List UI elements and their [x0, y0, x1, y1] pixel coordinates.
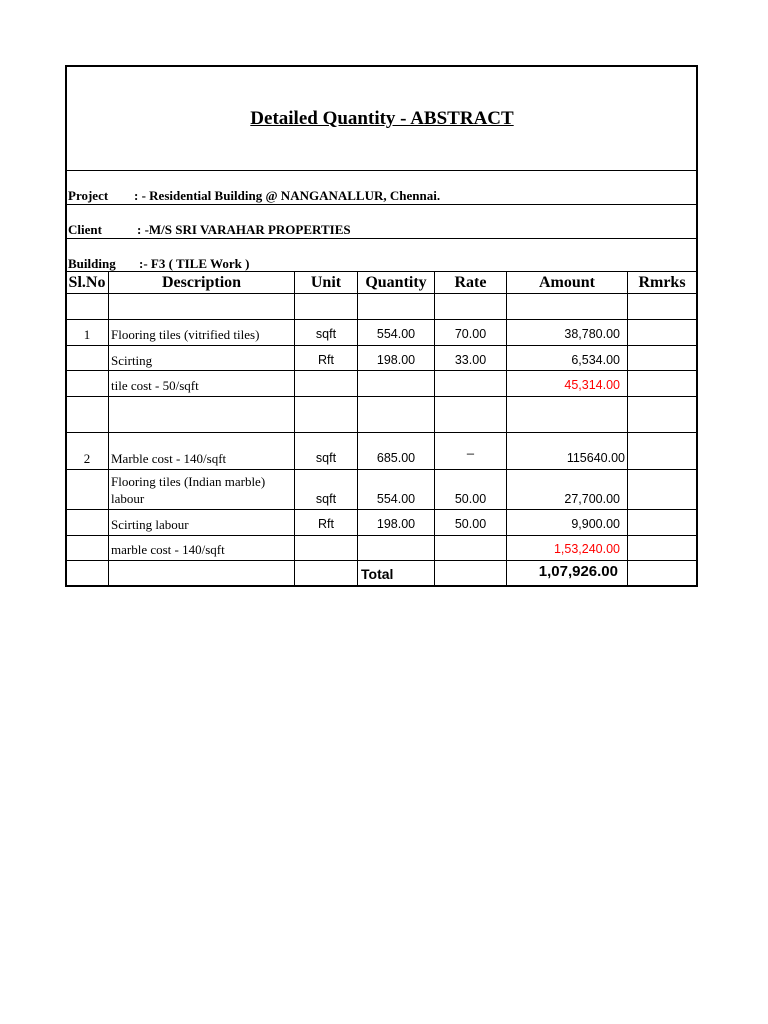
col-header-amount: Amount	[538, 274, 595, 291]
rule-row	[65, 469, 698, 470]
frame-left-border	[65, 65, 67, 586]
row-6-unit: Rft	[318, 517, 334, 531]
col-divider	[294, 271, 295, 586]
row-5-quantity: 554.00	[376, 492, 416, 506]
row-5-description-line2: labour	[111, 491, 145, 506]
rule-under-client	[65, 238, 698, 239]
project-label: Project	[68, 188, 109, 203]
row-6-description: Scirting labour	[111, 517, 189, 532]
col-divider	[108, 271, 109, 586]
row-6-rate: 50.00	[454, 517, 487, 531]
row-4-rate: _	[467, 441, 474, 455]
rule-row	[65, 432, 698, 433]
rule-under-project	[65, 204, 698, 205]
project-value: : - Residential Building @ NANGANALLUR, Chennai.	[134, 188, 441, 203]
col-divider	[627, 271, 628, 586]
client-label: Client	[68, 222, 102, 237]
rule-row	[65, 560, 698, 561]
rule-under-building	[65, 271, 698, 272]
rule-row	[65, 345, 698, 346]
col-header-description: Description	[161, 274, 242, 291]
row-2-rate: 33.00	[454, 353, 487, 367]
row-4-quantity: 685.00	[376, 451, 416, 465]
col-divider	[357, 271, 358, 586]
row-1-slno: 1	[83, 327, 91, 342]
row-5-description-line1: Flooring tiles (Indian marble)	[111, 474, 266, 489]
row-5-unit: sqft	[315, 492, 337, 506]
col-header-quantity: Quantity	[365, 274, 427, 291]
row-6-quantity: 198.00	[376, 517, 416, 531]
col-header-slno: Sl.No	[68, 274, 106, 291]
rule-table-bottom	[65, 585, 698, 587]
total-amount: 1,07,926.00	[538, 563, 618, 580]
col-divider	[506, 271, 507, 586]
row-3-amount: 45,314.00	[564, 378, 620, 392]
rule-under-title	[65, 170, 698, 171]
rule-row	[65, 509, 698, 510]
row-4-description: Marble cost - 140/sqft	[111, 451, 227, 466]
row-7-amount: 1,53,240.00	[553, 542, 620, 556]
col-divider	[434, 271, 435, 586]
document-title: Detailed Quantity - ABSTRACT	[250, 108, 514, 129]
row-4-amount: 115640.00	[566, 451, 625, 465]
col-header-remarks: Rmrks	[638, 274, 686, 291]
rule-row	[65, 319, 698, 320]
rule-row	[65, 370, 698, 371]
building-value: :- F3 ( TILE Work )	[139, 256, 250, 271]
row-2-quantity: 198.00	[376, 353, 416, 367]
row-2-description: Scirting	[111, 353, 153, 368]
row-1-quantity: 554.00	[376, 327, 416, 341]
total-label: Total	[361, 566, 394, 582]
row-5-rate: 50.00	[454, 492, 487, 506]
row-5-amount: 27,700.00	[564, 492, 620, 506]
row-6-amount: 9,900.00	[571, 517, 620, 531]
row-4-unit: sqft	[315, 451, 337, 465]
client-value: : -M/S SRI VARAHAR PROPERTIES	[137, 222, 351, 237]
row-3-description: tile cost - 50/sqft	[111, 378, 199, 393]
rule-under-header	[65, 293, 698, 294]
row-2-unit: Rft	[318, 353, 334, 367]
frame-right-border	[696, 65, 698, 586]
row-1-unit: sqft	[315, 327, 337, 341]
row-2-amount: 6,534.00	[571, 353, 620, 367]
col-header-unit: Unit	[310, 274, 342, 291]
col-header-rate: Rate	[454, 274, 487, 291]
row-4-slno: 2	[83, 451, 91, 466]
rule-row	[65, 535, 698, 536]
frame-top-border	[65, 65, 698, 67]
row-1-description: Flooring tiles (vitrified tiles)	[111, 327, 260, 342]
row-1-amount: 38,780.00	[564, 327, 620, 341]
row-1-rate: 70.00	[454, 327, 487, 341]
row-7-description: marble cost - 140/sqft	[111, 542, 225, 557]
rule-row	[65, 396, 698, 397]
building-label: Building	[68, 256, 116, 271]
